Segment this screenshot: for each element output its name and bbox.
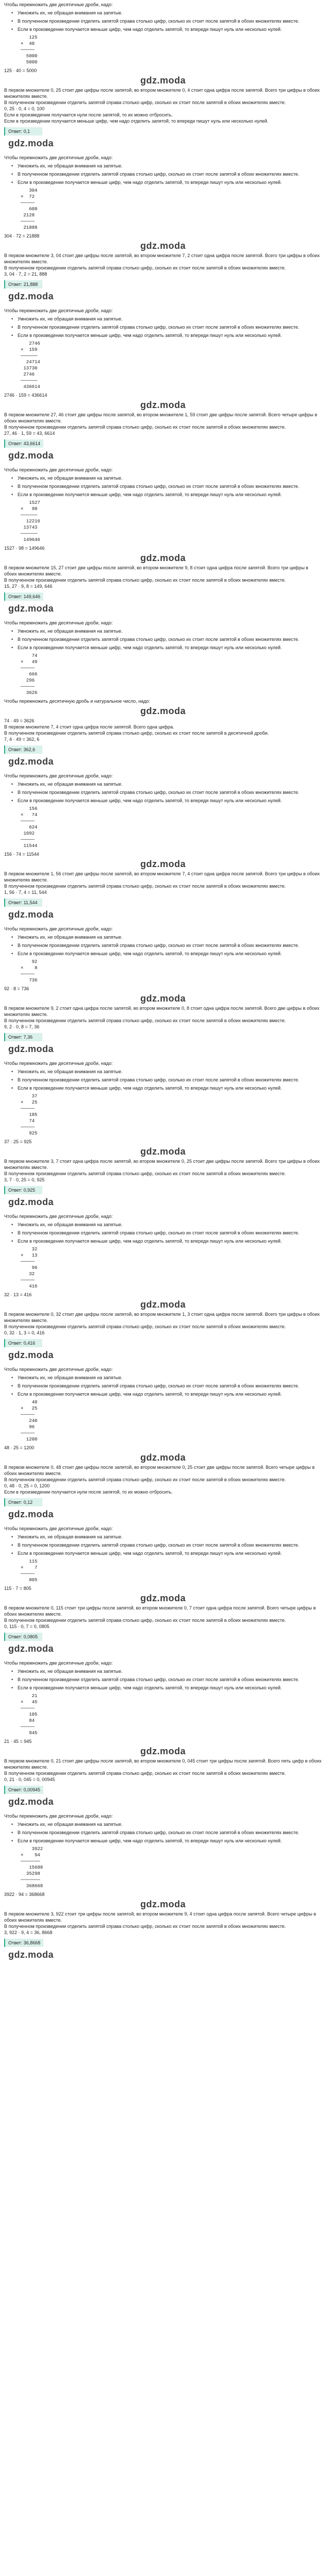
- rule-bullet: • Если в произведении получается меньше цифр, чем надо отделить запятой, то впереди пишут нуль или несколько нулей.: [4, 951, 322, 957]
- solution-section: [0, 1212, 326, 1365]
- column-row: 24714: [21, 360, 40, 365]
- answer-badge: Ответ: 0,12: [4, 1498, 42, 1506]
- solution-section: [0, 618, 326, 771]
- explanation-line: 304 · 72 = 21888: [4, 233, 40, 239]
- intro-text: Чтобы перемножить две десятичные дроби, надо:: [4, 155, 113, 160]
- watermark-logo: gdz.moda: [8, 1509, 54, 1519]
- explanation-line: Чтобы перемножить десятичную дробь и натуральное число, надо:: [4, 699, 150, 704]
- column-row: 2128: [21, 213, 35, 218]
- column-multiplication: [4, 1693, 322, 1736]
- watermark-logo: gdz.moda: [8, 1797, 54, 1807]
- intro-text: Чтобы перемножить две десятичные дроби, надо:: [4, 926, 113, 931]
- rule-bullet: • Умножить их, не обращая внимания на запятые.: [4, 934, 322, 940]
- intro-text: Чтобы перемножить две десятичные дроби, надо:: [4, 308, 113, 313]
- column-row: 12216: [21, 519, 40, 524]
- rule-bullet: • Если в произведении получается меньше цифр, чем надо отделить запятой, то впереди пишут нуль или несколько нулей.: [4, 1391, 322, 1397]
- column-row: 115: [21, 1559, 38, 1564]
- explanation-line: В полученном произведении отделить запятой справа столько цифр, сколько их стоит после запятой в обоих множителях вместе.: [4, 1018, 286, 1023]
- column-multiplication: [4, 1093, 322, 1137]
- rule-bullet: • Умножить их, не обращая внимания на запятые.: [4, 475, 322, 481]
- column-row: 2746: [21, 341, 40, 346]
- column-row: 3626: [21, 690, 38, 696]
- column-row: 1200: [21, 1437, 38, 1442]
- column-row: ─────: [21, 684, 35, 689]
- column-row: 84: [21, 1718, 35, 1723]
- column-row: ─────: [21, 219, 35, 224]
- rule-bullet: • Если в произведении получается меньше цифр, чем надо отделить запятой, то впереди пишут нуль или несколько нулей.: [4, 1085, 322, 1091]
- column-row: × 72: [21, 194, 35, 199]
- column-row: 15688: [21, 1865, 43, 1870]
- explanation-line: В первом множителе 9, 2 стоит одна цифра после запятой, во втором множителе 0, 8 стоит одна цифра после запятой. Всего две цифры в обоих множителях вместе.: [4, 1006, 321, 1017]
- answer-badge: Ответ: 11,544: [4, 899, 42, 907]
- column-row: 96: [21, 1425, 35, 1430]
- column-row: ─────: [21, 1431, 35, 1436]
- column-row: × 74: [21, 812, 38, 818]
- column-row: ─────: [21, 666, 35, 671]
- solution-section: [0, 1365, 326, 1524]
- watermark-logo: gdz.moda: [8, 1197, 54, 1207]
- column-row: × 159: [21, 347, 38, 352]
- column-multiplication: [4, 1246, 322, 1290]
- rule-bullet: • Если в произведении получается меньше цифр, чем надо отделить запятой, то впереди пишут нуль или несколько нулей.: [4, 26, 322, 32]
- column-row: 240: [21, 1418, 38, 1423]
- explanation-line: 92 · 8 = 736: [4, 986, 29, 991]
- column-row: 666: [21, 672, 38, 677]
- intro-text: Чтобы перемножить две десятичные дроби, надо:: [4, 2, 113, 7]
- watermark-logo: gdz.moda: [140, 1452, 186, 1463]
- explanation-line: В первом множителе 0, 48 стоит две цифры после запятой, во втором множителе 0, 25 стоит две цифры после запятой. Всего четыре цифры в обоих множителях вместе.: [4, 1465, 316, 1476]
- explanation-line: В полученном произведении отделить запятой справа столько цифр, сколько их стоит после запятой в обоих множителях вместе.: [4, 1171, 286, 1176]
- rule-bullet: • Умножить их, не обращая внимания на запятые.: [4, 1534, 322, 1540]
- watermark-logo: gdz.moda: [8, 1643, 54, 1654]
- column-row: 945: [21, 1731, 38, 1736]
- column-row: ───────: [21, 1877, 40, 1883]
- column-row: 149646: [21, 537, 40, 543]
- column-row: ─────: [21, 1412, 35, 1417]
- explanation-line: 1, 56 · 7, 4 = 11, 544: [4, 890, 47, 895]
- column-row: 5000: [21, 54, 38, 59]
- explanation-line: В полученном произведении отделить запятой справа столько цифр, сколько их стоит после запятой в обоих множителях вместе.: [4, 1324, 286, 1329]
- explanation-line: В первом множителе 3, 922 стоит три цифры после запятой, во втором множителе 9, 4 стоит одна цифра после запятой. Всего четыре цифры в обоих множителях вместе.: [4, 1911, 318, 1923]
- intro-text: Чтобы перемножить две десятичные дроби, надо:: [4, 773, 113, 778]
- explanation-line: В полученном произведении отделить запятой справа столько цифр, сколько их стоит после запятой в обоих множителях вместе.: [4, 1618, 286, 1623]
- column-row: 925: [21, 1131, 38, 1136]
- explanation-line: В первом множителе 27, 46 стоит две цифры после запятой, во втором множителе 1, 59 стоит две цифры после запятой. Всего четыре цифры в обоих множителях вместе.: [4, 412, 319, 423]
- rule-bullet: • В полученном произведении отделить запятой справа столько цифр, сколько их стоит после запятой в обоих множителях вместе.: [4, 942, 322, 948]
- watermark-logo: gdz.moda: [8, 603, 54, 614]
- column-row: 96: [21, 1265, 38, 1270]
- watermark-logo: gdz.moda: [140, 241, 186, 251]
- column-row: 1092: [21, 831, 35, 836]
- column-row: 74: [21, 653, 38, 658]
- column-row: 436614: [21, 384, 40, 389]
- column-row: 105: [21, 1712, 38, 1717]
- column-row: × 40: [21, 41, 35, 46]
- watermark-logo: gdz.moda: [8, 138, 54, 148]
- answer-badge: Ответ: 0,925: [4, 1186, 42, 1194]
- watermark-logo: gdz.moda: [140, 400, 186, 410]
- column-row: 156: [21, 806, 38, 811]
- column-row: ─────: [21, 1724, 35, 1730]
- solution-section: [0, 924, 326, 1059]
- explanation-line: В первом множителе 3, 7 стоит одна цифра после запятой, во втором множителе 0, 25 стоит две цифры после запятой. Всего три цифры в обоих множителях вместе.: [4, 1159, 321, 1170]
- column-multiplication: [4, 1846, 322, 1889]
- column-row: ───────: [21, 1859, 40, 1864]
- column-row: 805: [21, 1578, 38, 1583]
- watermark-logo: gdz.moda: [140, 706, 186, 716]
- watermark-logo: gdz.moda: [140, 1593, 186, 1603]
- explanation-line: В первом множителе 15, 27 стоит две цифры после запятой, во втором множителе 9, 8 стоит одна цифра после запятой. Всего три цифры в обоих множителях вместе.: [4, 565, 310, 577]
- column-row: ─────: [21, 1259, 35, 1264]
- answer-badge: Ответ: 0,0805: [4, 1633, 42, 1641]
- column-row: ─────: [21, 1278, 35, 1283]
- answer-badge: Ответ: 0,00945: [4, 1786, 43, 1794]
- answer-badge: Ответ: 43,6614: [4, 439, 43, 448]
- answer-badge: Ответ: 362,6: [4, 745, 42, 754]
- explanation-line: 0, 48 · 0, 25 = 0, 1200: [4, 1483, 50, 1488]
- rule-bullet: • Если в произведении получается меньше цифр, чем надо отделить запятой, то впереди пишут нуль или несколько нулей.: [4, 1238, 322, 1244]
- explanation-line: 0, 25 · 0, 4 = 0, 100: [4, 106, 45, 111]
- column-row: × 8: [21, 965, 38, 971]
- explanation-line: 1527 · 98 = 149646: [4, 546, 45, 551]
- column-row: 368668: [21, 1884, 43, 1889]
- watermark-logo: gdz.moda: [140, 859, 186, 869]
- explanation-line: Если в произведении получается нули после запятой, то их можно отбросить.: [4, 112, 173, 117]
- answer-badge: Ответ: 36,8668: [4, 1939, 43, 1947]
- rule-bullet: • В полученном произведении отделить запятой справа столько цифр, сколько их стоит после запятой в обоих множителях вместе.: [4, 1383, 322, 1389]
- explanation-line: 21 · 45 = 945: [4, 1739, 32, 1744]
- rule-bullet: • Если в произведении получается меньше цифр, чем надо отделить запятой, то впереди пишут нуль или несколько нулей.: [4, 179, 322, 185]
- rule-bullet: • В полученном произведении отделить запятой справа столько цифр, сколько их стоит после запятой в обоих множителях вместе.: [4, 324, 322, 330]
- explanation-line: В полученном произведении отделить запятой справа столько цифр, сколько их стоит после запятой в обоих множителях вместе.: [4, 884, 286, 889]
- column-row: ─────: [21, 47, 35, 53]
- explanation-line: В полученном произведении отделить запятой справа столько цифр, сколько их стоит после запятой в обоих множителях вместе.: [4, 1771, 286, 1776]
- column-multiplication: [4, 806, 322, 849]
- column-row: ─────: [21, 1571, 35, 1577]
- rule-bullet: • Если в произведении получается меньше цифр, чем надо отделить запятой, то впереди пишут нуль или несколько нулей.: [4, 1838, 322, 1844]
- explanation-line: 156 · 74 = 11544: [4, 852, 39, 857]
- column-row: 296: [21, 678, 35, 683]
- column-row: ─────: [21, 972, 35, 977]
- explanation-line: В полученном произведении отделить запятой справа столько цифр, сколько их стоит после запятой в обоих множителях вместе.: [4, 578, 286, 583]
- column-row: 74: [21, 1118, 35, 1124]
- watermark-logo: gdz.moda: [8, 1350, 54, 1360]
- explanation-line: 2746 · 159 = 436614: [4, 393, 47, 398]
- column-row: 3922: [21, 1846, 43, 1852]
- column-row: 37: [21, 1094, 38, 1099]
- explanation-line: В полученном произведении отделить запятой справа столько цифр, сколько их стоит после запятой в обоих множителях вместе.: [4, 100, 286, 105]
- rule-bullet: • В полученном произведении отделить запятой справа столько цифр, сколько их стоит после запятой в обоих множителях вместе.: [4, 1077, 322, 1083]
- column-row: 48: [21, 1400, 38, 1405]
- rule-bullet: • В полученном произведении отделить запятой справа столько цифр, сколько их стоит после запятой в обоих множителях вместе.: [4, 1829, 322, 1836]
- column-row: ──────: [21, 353, 38, 359]
- column-multiplication: [4, 35, 322, 65]
- rule-bullet: • Умножить их, не обращая внимания на запятые.: [4, 163, 322, 169]
- explanation-line: 32 · 13 = 416: [4, 1292, 32, 1297]
- answer-badge: Ответ: 0,1: [4, 127, 42, 135]
- rule-bullet: • Умножить их, не обращая внимания на запятые.: [4, 628, 322, 634]
- column-row: 5000: [21, 60, 38, 65]
- explanation-line: В первом множителе 3, 04 стоит две цифры после запятой, во втором множителе 7, 2 стоит одна цифра после запятой. Всего три цифры в обоих множителях вместе.: [4, 253, 321, 264]
- rule-bullet: • Умножить их, не обращая внимания на запятые.: [4, 10, 322, 16]
- column-row: 304: [21, 188, 38, 193]
- explanation-line: В полученном произведении отделить запятой справа столько цифр, сколько их стоит после запятой в обоих множителях вместе.: [4, 265, 286, 270]
- explanation-line: В полученном произведении отделить запятой справа столько цифр, сколько их стоит после запятой в обоих множителях вместе.: [4, 425, 286, 430]
- explanation-line: 3922 · 94 = 368668: [4, 1892, 45, 1897]
- column-row: ─────: [21, 819, 35, 824]
- intro-text: Чтобы перемножить две десятичные дроби, надо:: [4, 467, 113, 472]
- explanation-line: 48 · 25 = 1200: [4, 1445, 35, 1450]
- column-row: × 7: [21, 1565, 38, 1570]
- watermark-logo: gdz.moda: [8, 1950, 54, 1960]
- column-row: 21888: [21, 225, 38, 230]
- watermark-logo: gdz.moda: [8, 909, 54, 920]
- explanation-line: В первом множителе 1, 56 стоит две цифры после запятой, во втором множителе 7, 4 стоит одна цифра после запятой. Всего три цифры в обоих множителях вместе.: [4, 871, 321, 883]
- column-row: 2746: [21, 372, 35, 377]
- column-multiplication: [4, 500, 322, 543]
- column-row: ─────: [21, 200, 35, 206]
- column-row: 185: [21, 1112, 38, 1117]
- column-row: 13743: [21, 525, 38, 530]
- column-row: × 13: [21, 1253, 38, 1258]
- column-row: × 94: [21, 1853, 40, 1858]
- explanation-line: В первом множителе 0, 32 стоит две цифры после запятой, во втором множителе 1, 3 стоит одна цифра после запятой. Всего три цифры в обоих множителях вместе.: [4, 1312, 321, 1323]
- rule-bullet: • В полученном произведении отделить запятой справа столько цифр, сколько их стоит после запятой в обоих множителях вместе.: [4, 483, 322, 489]
- solution-section: [0, 771, 326, 924]
- explanation-line: 0, 115 · 0, 7 = 0, 0805: [4, 1624, 50, 1629]
- column-row: 624: [21, 825, 38, 830]
- explanation-line: В первом множителе 0, 115 стоит три цифры после запятой, во втором множителе 0, 7 стоит одна цифра после запятой. Всего четыре цифры в обоих множителях вместе.: [4, 1605, 317, 1617]
- solution-section: [0, 306, 326, 465]
- explanation-line: В первом множителе 0, 21 стоит две цифры после запятой, во втором множителе 0, 045 стоит три цифры после запятой. Всего пять цифр в обоих множителях вместе.: [4, 1758, 323, 1770]
- column-row: × 25: [21, 1406, 38, 1411]
- rule-bullet: • В полученном произведении отделить запятой справа столько цифр, сколько их стоит после запятой в обоих множителях вместе.: [4, 1230, 322, 1236]
- rule-bullet: • В полученном произведении отделить запятой справа столько цифр, сколько их стоит после запятой в обоих множителях вместе.: [4, 636, 322, 642]
- rule-bullet: • В полученном произведении отделить запятой справа столько цифр, сколько их стоит после запятой в обоих множителях вместе.: [4, 171, 322, 177]
- column-row: 21: [21, 1693, 38, 1699]
- column-row: × 45: [21, 1700, 38, 1705]
- rule-bullet: • Умножить их, не обращая внимания на запятые.: [4, 781, 322, 787]
- explanation-line: 3, 922 · 9, 4 = 36, 8668: [4, 1930, 53, 1935]
- explanation-line: В полученном произведении отделить запятой справа столько цифр, сколько их стоит после запятой в обоих множителях вместе.: [4, 1924, 286, 1929]
- column-row: 13730: [21, 366, 38, 371]
- answer-badge: Ответ: 0,416: [4, 1339, 42, 1347]
- rule-bullet: • Если в произведении получается меньше цифр, чем надо отделить запятой, то впереди пишут нуль или несколько нулей.: [4, 1685, 322, 1691]
- column-row: 11544: [21, 843, 38, 849]
- intro-text: Чтобы перемножить две десятичные дроби, надо:: [4, 1814, 113, 1819]
- column-multiplication: [4, 653, 322, 696]
- column-row: 32: [21, 1247, 38, 1252]
- rule-bullet: • В полученном произведении отделить запятой справа столько цифр, сколько их стоит после запятой в обоих множителях вместе.: [4, 789, 322, 795]
- rule-bullet: • Если в произведении получается меньше цифр, чем надо отделить запятой, то впереди пишут нуль или несколько нулей.: [4, 492, 322, 498]
- rule-bullet: • Умножить их, не обращая внимания на запятые.: [4, 1069, 322, 1075]
- intro-text: Чтобы перемножить две десятичные дроби, надо:: [4, 1214, 113, 1219]
- rule-bullet: • Если в произведении получается меньше цифр, чем надо отделить запятой, то впереди пишут нуль или несколько нулей.: [4, 332, 322, 338]
- rule-bullet: • Умножить их, не обращая внимания на запятые.: [4, 316, 322, 322]
- column-multiplication: [4, 959, 322, 984]
- watermark-logo: gdz.moda: [140, 1746, 186, 1756]
- solution-section: [0, 153, 326, 306]
- explanation-line: 3, 04 · 7, 2 = 21, 888: [4, 272, 47, 277]
- rule-bullet: • Умножить их, не обращая внимания на запятые.: [4, 1375, 322, 1381]
- column-row: 1527: [21, 500, 40, 505]
- rule-bullet: • Умножить их, не обращая внимания на запятые.: [4, 1821, 322, 1827]
- rule-bullet: • Умножить их, не обращая внимания на запятые.: [4, 1222, 322, 1228]
- explanation-line: 37 · 25 = 925: [4, 1139, 32, 1144]
- rule-bullet: • Если в произведении получается меньше цифр, чем надо отделить запятой, то впереди пишут нуль или несколько нулей.: [4, 1550, 322, 1556]
- watermark-logo: gdz.moda: [140, 1899, 186, 1909]
- rule-bullet: • В полученном произведении отделить запятой справа столько цифр, сколько их стоит после запятой в обоих множителях вместе.: [4, 18, 322, 24]
- explanation-line: В полученном произведении отделить запятой справа столько цифр, сколько их стоит после запятой в десятичной дроби.: [4, 731, 269, 736]
- column-multiplication: [4, 1399, 322, 1443]
- explanation-line: В первом множителе 7, 4 стоит одна цифра после запятой. Всего одна цифра.: [4, 724, 174, 730]
- column-row: 608: [21, 207, 38, 212]
- column-row: × 25: [21, 1100, 38, 1105]
- column-row: ──────: [21, 378, 38, 383]
- column-row: 32: [21, 1272, 35, 1277]
- column-row: ─────: [21, 837, 35, 842]
- watermark-logo: gdz.moda: [8, 756, 54, 767]
- intro-text: Чтобы перемножить две десятичные дроби, надо:: [4, 1660, 113, 1666]
- explanation-line: 27, 46 · 1, 59 = 43, 6614: [4, 431, 55, 436]
- intro-text: Чтобы перемножить две десятичные дроби, надо:: [4, 1526, 113, 1531]
- column-row: ──────: [21, 531, 38, 536]
- solution-section: [0, 1059, 326, 1212]
- solution-section: [0, 1524, 326, 1658]
- solution-section: [0, 1658, 326, 1811]
- column-row: 35298: [21, 1871, 40, 1876]
- column-row: 736: [21, 978, 38, 983]
- explanation-line: Если в произведении получается нули после запятой, то их можно отбросить.: [4, 1489, 173, 1495]
- watermark-logo: gdz.moda: [140, 75, 186, 86]
- answer-badge: Ответ: 21,888: [4, 280, 42, 289]
- column-row: × 98: [21, 506, 38, 512]
- column-multiplication: [4, 341, 322, 390]
- column-multiplication: [4, 1558, 322, 1583]
- explanation-line: 125 · 40 = 5000: [4, 68, 37, 73]
- explanation-line: Если в произведении получается меньше цифр, чем надо отделить запятой, то впереди пишут нуль или несколько нулей.: [4, 118, 269, 124]
- explanation-line: 7, 4 · 49 = 362, 6: [4, 737, 40, 742]
- column-row: ─────: [21, 1106, 35, 1111]
- explanation-line: 9, 2 · 0, 8 = 7, 36: [4, 1024, 40, 1029]
- intro-text: Чтобы перемножить две десятичные дроби, надо:: [4, 620, 113, 625]
- column-row: ─────: [21, 1125, 35, 1130]
- solution-section: [0, 0, 326, 153]
- solution-section: [0, 465, 326, 618]
- column-row: × 49: [21, 659, 38, 665]
- watermark-logo: gdz.moda: [140, 1146, 186, 1157]
- watermark-logo: gdz.moda: [8, 450, 54, 461]
- column-row: ──────: [21, 513, 38, 518]
- column-row: 416: [21, 1284, 38, 1289]
- explanation-line: 3, 7 · 0, 25 = 0, 925: [4, 1177, 45, 1182]
- watermark-logo: gdz.moda: [140, 993, 186, 1004]
- answer-badge: Ответ: 149,646: [4, 592, 43, 601]
- explanation-line: 0, 32 · 1, 3 = 0, 416: [4, 1330, 45, 1335]
- explanation-line: 74 · 49 = 3626: [4, 718, 35, 723]
- watermark-logo: gdz.moda: [8, 1044, 54, 1054]
- answer-badge: Ответ: 7,36: [4, 1033, 42, 1041]
- rule-bullet: • В полученном произведении отделить запятой справа столько цифр, сколько их стоит после запятой в обоих множителях вместе.: [4, 1542, 322, 1548]
- explanation-line: 0, 21 · 0, 045 = 0, 00945: [4, 1777, 55, 1782]
- intro-text: Чтобы перемножить две десятичные дроби, надо:: [4, 1061, 113, 1066]
- column-multiplication: [4, 188, 322, 231]
- rule-bullet: • В полученном произведении отделить запятой справа столько цифр, сколько их стоит после запятой в обоих множителях вместе.: [4, 1676, 322, 1683]
- intro-text: Чтобы перемножить две десятичные дроби, надо:: [4, 1367, 113, 1372]
- explanation-line: 115 · 7 = 805: [4, 1586, 31, 1591]
- rule-bullet: • Если в произведении получается меньше цифр, чем надо отделить запятой, то впереди пишут нуль или несколько нулей.: [4, 645, 322, 651]
- watermark-logo: gdz.moda: [8, 291, 54, 301]
- column-row: ─────: [21, 1706, 35, 1711]
- explanation-line: В первом множителе 0, 25 стоит две цифры после запятой, во втором множителе 0, 4 стоит одна цифра после запятой. Всего три цифры в обоих множителях вместе.: [4, 88, 321, 99]
- rule-bullet: • Если в произведении получается меньше цифр, чем надо отделить запятой, то впереди пишут нуль или несколько нулей.: [4, 798, 322, 804]
- column-row: 125: [21, 35, 38, 40]
- rule-bullet: • Умножить их, не обращая внимания на запятые.: [4, 1668, 322, 1674]
- column-row: 92: [21, 959, 38, 964]
- watermark-logo: gdz.moda: [140, 553, 186, 563]
- explanation-line: 15, 27 · 9, 8 = 149, 646: [4, 584, 53, 589]
- solution-section: [0, 1811, 326, 1964]
- watermark-logo: gdz.moda: [140, 1299, 186, 1310]
- explanation-line: В полученном произведении отделить запятой справа столько цифр, сколько их стоит после запятой в обоих множителях вместе.: [4, 1477, 286, 1482]
